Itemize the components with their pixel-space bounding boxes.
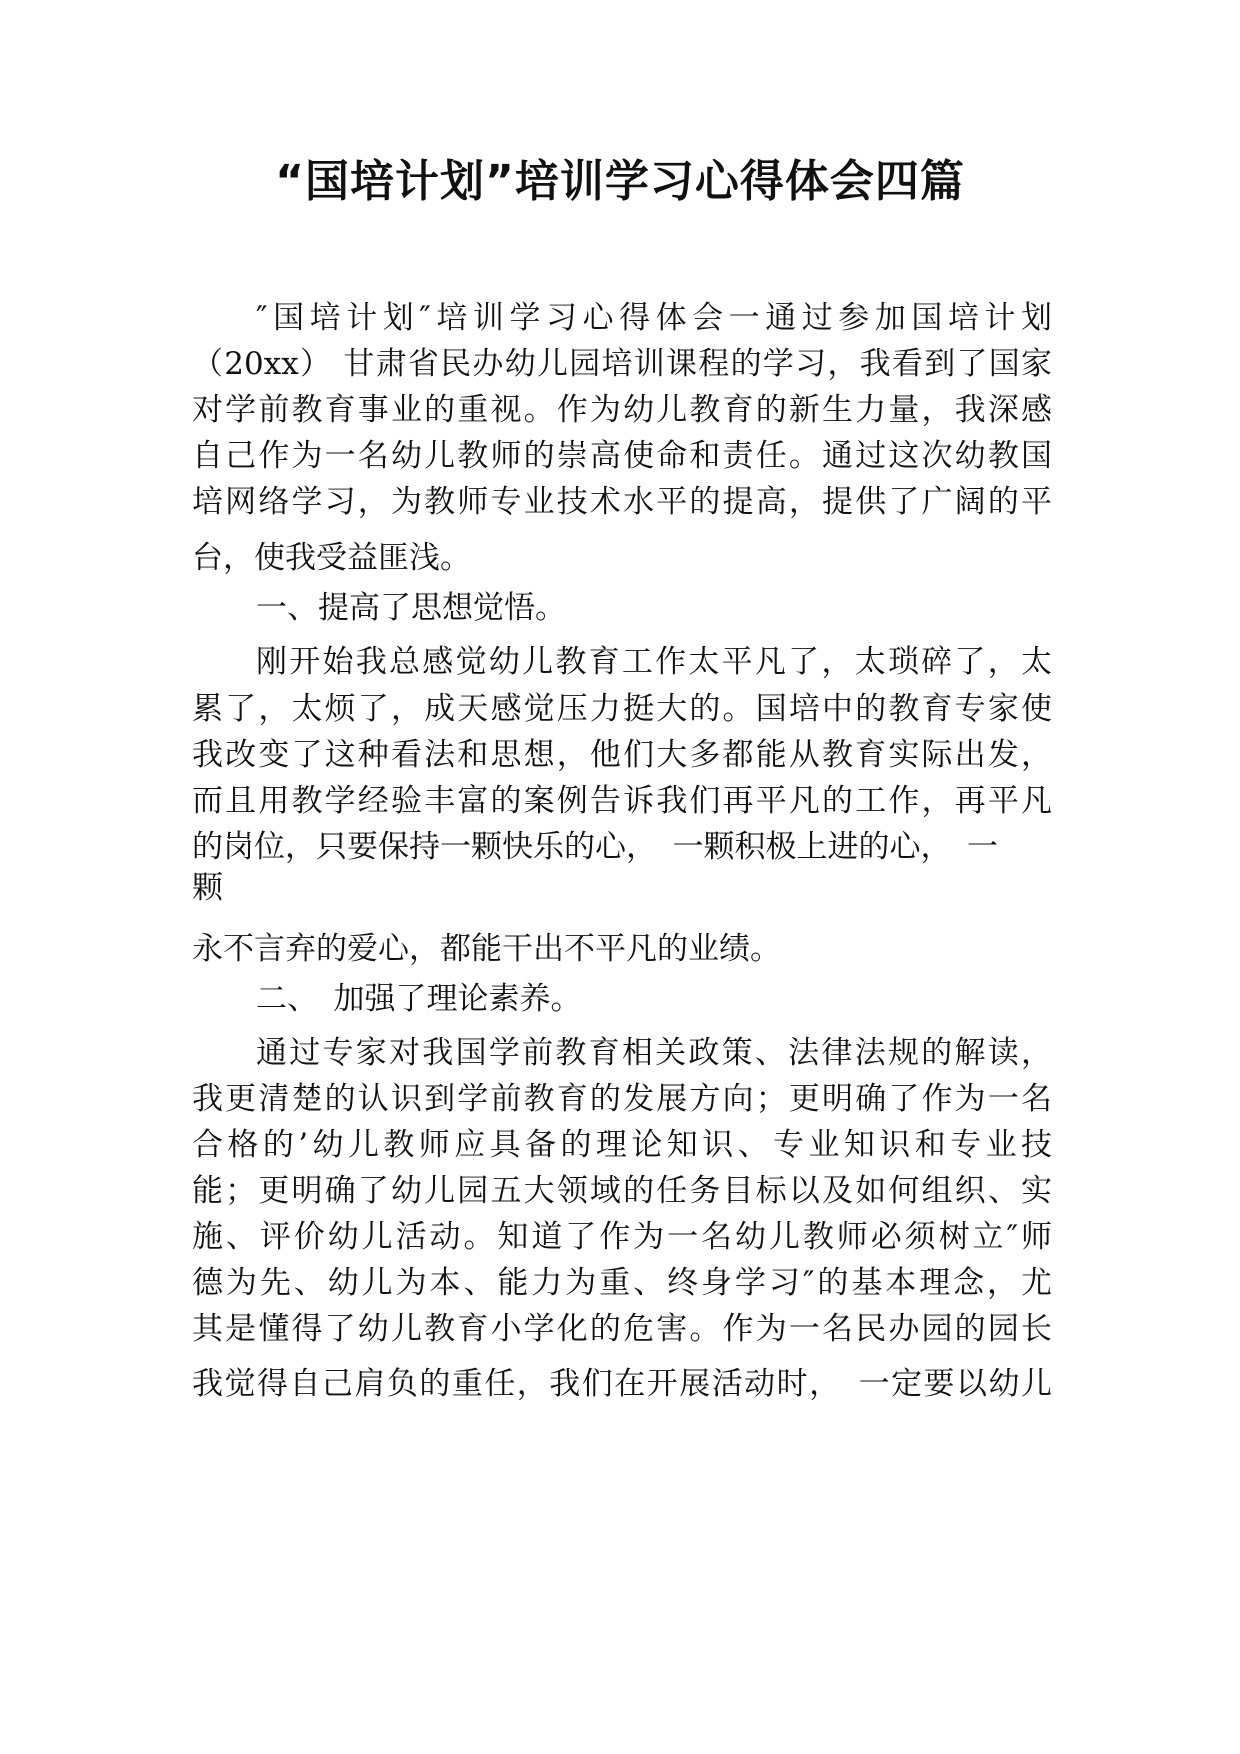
text-line: 而且用教学经验丰富的案例告诉我们再平凡的工作，再平凡 xyxy=(192,783,1052,819)
text-line: 施、评价幼儿活动。知道了作为一名幼儿教师必须树立″师 xyxy=(192,1219,1052,1255)
document-title: “国培计划”培训学习心得体会四篇 xyxy=(275,156,965,207)
text-line: 培网络学习，为教师专业技术水平的提高，提供了广阔的平 xyxy=(192,484,1052,520)
text-line: 累了，太烦了，成天感觉压力挺大的。国培中的教育专家使 xyxy=(192,691,1052,727)
text-line: 刚开始我总感觉幼儿教育工作太平凡了，太琐碎了，太 xyxy=(256,644,1052,680)
text-line: 能；更明确了幼儿园五大领域的任务目标以及如何组织、实 xyxy=(192,1173,1052,1209)
text-line: 其是懂得了幼儿教育小学化的危害。作为一名民办园的园长 xyxy=(192,1311,1052,1347)
text-line: 的岗位，只要保持一颗快乐的心， 一颗积极上进的心， 一 xyxy=(192,829,998,865)
text-line: 我改变了这种看法和思想，他们大多都能从教育实际出发， xyxy=(192,737,1052,773)
text-line: 永不言弃的爱心，都能干出不平凡的业绩。 xyxy=(192,931,781,967)
section-heading: 二、 加强了理论素养。 xyxy=(256,981,582,1017)
text-line: （20xx） 甘肃省民办幼儿园培训课程的学习，我看到了国家 xyxy=(192,346,1052,382)
text-line: 自己作为一名幼儿教师的崇高使命和责任。通过这次幼教国 xyxy=(192,438,1052,474)
text-line: 台，使我受益匪浅。 xyxy=(192,540,471,576)
text-line: 德为先、幼儿为本、能力为重、终身学习″的基本理念，尤 xyxy=(192,1265,1052,1301)
text-line: ″国培计划″培训学习心得体会一通过参加国培计划 xyxy=(256,300,1052,336)
text-line: 合格的’幼儿教师应具备的理论知识、专业知识和专业技 xyxy=(192,1127,1052,1163)
text-line: 颗 xyxy=(192,870,223,906)
section-heading: 一、提高了思想觉悟。 xyxy=(256,590,566,626)
text-line: 对学前教育事业的重视。作为幼儿教育的新生力量，我深感 xyxy=(192,392,1052,428)
text-line: 我觉得自己肩负的重任，我们在开展活动时， 一定要以幼儿 xyxy=(192,1366,1052,1402)
text-line: 我更清楚的认识到学前教育的发展方向；更明确了作为一名 xyxy=(192,1081,1052,1117)
text-line: 通过专家对我国学前教育相关政策、法律法规的解读， xyxy=(256,1035,1052,1071)
